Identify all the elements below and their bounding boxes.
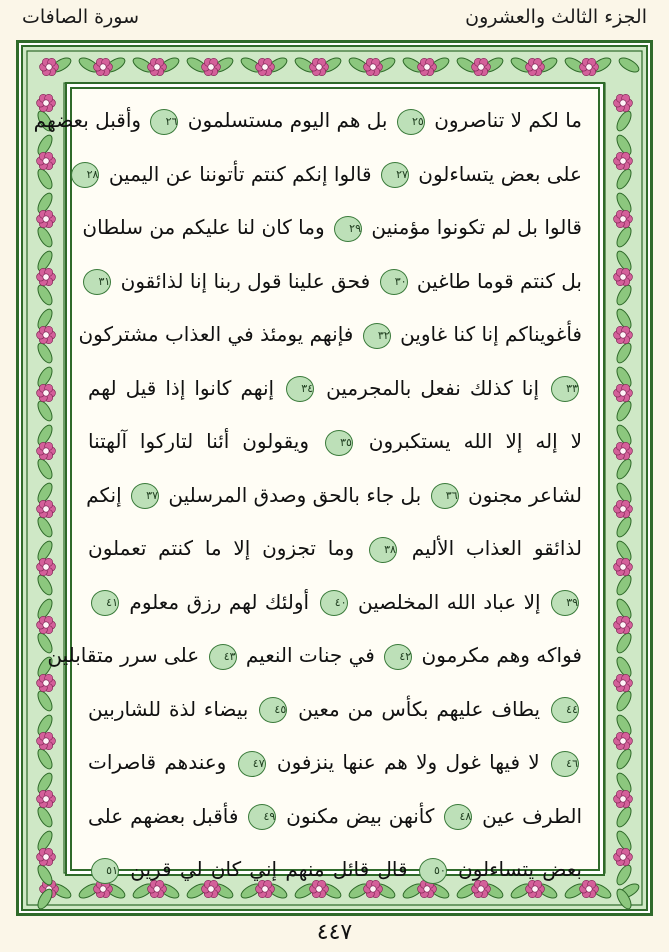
- leaf-ornament: [614, 167, 634, 191]
- verse-text: الطرف عين: [475, 803, 582, 828]
- flower-ornament: [614, 268, 633, 285]
- ayah-number-marker: ٤٠: [320, 590, 348, 616]
- verse-text: وما كان لنا عليكم من سلطان: [82, 215, 331, 239]
- verse-text: على سرر متقابلين: [47, 643, 206, 667]
- leaf-ornament: [35, 515, 55, 539]
- leaf-ornament: [35, 167, 55, 191]
- ayah-number-marker: ٤٤: [551, 697, 579, 723]
- verse-line: [88, 736, 582, 790]
- flower-ornament: [614, 616, 633, 633]
- flower-ornament: [256, 58, 275, 75]
- verse-text: إلا عباد الله المخلصين: [350, 589, 549, 614]
- quran-text: [33, 94, 582, 897]
- verse-line: [88, 255, 582, 309]
- verse-line: [88, 415, 582, 469]
- leaf-ornament: [614, 399, 634, 423]
- verse-text: فأقبل بعضهم على: [88, 803, 246, 828]
- verse-text: فواكه وهم مكرمون: [415, 643, 582, 667]
- leaf-ornament: [35, 863, 55, 887]
- ayah-number-marker: ٤٩: [248, 804, 276, 830]
- flower-ornament: [37, 384, 56, 401]
- flower-ornament: [37, 442, 56, 459]
- verse-line: [88, 148, 582, 202]
- leaf-ornament: [35, 573, 55, 597]
- flower-ornament: [37, 848, 56, 865]
- verse-line: [88, 843, 582, 897]
- flower-ornament: [614, 210, 633, 227]
- verse-line: [88, 790, 582, 844]
- flower-ornament: [37, 210, 56, 227]
- flower-ornament: [614, 326, 633, 343]
- leaf-ornament: [35, 689, 55, 713]
- flower-ornament: [364, 58, 383, 75]
- flower-ornament: [37, 790, 56, 807]
- ayah-number-marker: ٣٥: [325, 430, 353, 456]
- verse-text: إنهم كانوا إذا قيل لهم: [88, 375, 284, 400]
- leaf-ornament: [35, 225, 55, 249]
- leaf-ornament: [614, 631, 634, 655]
- flower-ornament: [418, 58, 437, 75]
- leaf-ornament: [614, 689, 634, 713]
- flower-ornament: [37, 268, 56, 285]
- flower-ornament: [580, 880, 599, 897]
- ayah-number-marker: ٤٣: [209, 644, 237, 670]
- ayah-number-marker: ٣١: [83, 269, 111, 295]
- surah-name: سورة الصافات: [22, 6, 139, 28]
- page-header: [0, 0, 669, 40]
- flower-ornament: [202, 58, 221, 75]
- flower-ornament: [94, 58, 113, 75]
- verse-text: وما تجزون إلا ما كنتم تعملون: [88, 536, 366, 560]
- ayah-number-marker: ٢٥: [397, 109, 425, 135]
- leaf-ornament: [614, 341, 634, 365]
- ayah-number-marker: ٣٣: [551, 376, 579, 402]
- verse-text: قال قائل منهم إني كان لي قرين: [122, 857, 416, 881]
- flower-ornament: [37, 558, 56, 575]
- verse-text: فأغويناكم إنا كنا غاوين: [393, 322, 582, 346]
- verse-text: لذائقو العذاب الأليم: [399, 536, 582, 560]
- verse-text: فحق علينا قول ربنا إنا لذائقون: [114, 268, 377, 293]
- leaf-ornament: [614, 747, 634, 771]
- verse-text: فإنهم يومئذ في العذاب مشتركون: [78, 322, 360, 346]
- flower-ornament: [614, 558, 633, 575]
- flower-ornament: [37, 500, 56, 517]
- flower-ornament: [37, 152, 56, 169]
- verse-text: قالوا بل لم تكونوا مؤمنين: [365, 215, 582, 239]
- verse-text: بيضاء لذة للشاربين: [88, 696, 257, 721]
- ayah-number-marker: ٤٨: [444, 804, 472, 830]
- leaf-ornament: [35, 805, 55, 829]
- leaf-ornament: [35, 747, 55, 771]
- verse-text: بعض يتساءلون: [449, 857, 582, 881]
- verse-text: في جنات النعيم: [239, 643, 382, 667]
- verse-text: أولئك لهم رزق معلوم: [122, 589, 317, 614]
- verse-line: [88, 576, 582, 630]
- flower-ornament: [614, 500, 633, 517]
- ayah-number-marker: ٢٩: [334, 216, 362, 242]
- verse-text: قالوا إنكم كنتم تأتوننا عن اليمين: [102, 161, 378, 186]
- ayah-number-marker: ٣٠: [380, 269, 408, 295]
- leaf-ornament: [614, 515, 634, 539]
- flower-ornament: [614, 94, 633, 111]
- leaf-ornament: [614, 283, 634, 307]
- verse-text: يطاف عليهم بكأس من معين: [290, 696, 548, 721]
- verse-text: لا إله إلا الله يستكبرون: [355, 429, 582, 453]
- flower-ornament: [580, 58, 599, 75]
- ayah-number-marker: ٤٦: [551, 751, 579, 777]
- verse-line: [47, 629, 582, 683]
- flower-ornament: [614, 674, 633, 691]
- verse-text: ما لكم لا تناصرون: [427, 108, 582, 132]
- ayah-number-marker: ٣٤: [286, 376, 314, 402]
- verse-text: بل كنتم قوما طاغين: [410, 268, 582, 293]
- ayah-number-marker: ٥٠: [419, 858, 447, 884]
- verse-text: بل جاء بالحق وصدق المرسلين: [162, 482, 428, 507]
- ayah-number-marker: ٤٧: [238, 751, 266, 777]
- ayah-number-marker: ٣٧: [131, 483, 159, 509]
- verse-text: كأنهن بيض مكنون: [279, 803, 442, 828]
- leaf-ornament: [35, 399, 55, 423]
- leaf-ornament: [35, 341, 55, 365]
- ayah-number-marker: ٥١: [91, 858, 119, 884]
- ayah-number-marker: ٣٩: [551, 590, 579, 616]
- verse-line: [78, 308, 582, 362]
- leaf-ornament: [614, 457, 634, 481]
- flower-ornament: [472, 58, 491, 75]
- verse-text: لا فيها غول ولا هم عنها ينزفون: [268, 750, 548, 774]
- ayah-number-marker: ٤١: [91, 590, 119, 616]
- ayah-number-marker: ٤٢: [384, 644, 412, 670]
- flower-ornament: [310, 58, 329, 75]
- ayah-number-marker: ٣٨: [369, 537, 397, 563]
- ayah-number-marker: ٢٧: [381, 162, 409, 188]
- ayah-number-marker: ٣٦: [431, 483, 459, 509]
- leaf-ornament: [35, 457, 55, 481]
- leaf-ornament: [35, 283, 55, 307]
- page-number: ٤٤٧: [316, 920, 353, 945]
- leaf-ornament: [614, 805, 634, 829]
- leaf-ornament: [35, 887, 55, 911]
- verse-text: وأقبل بعضهم: [33, 108, 148, 132]
- verse-line: [88, 469, 582, 523]
- flower-ornament: [614, 152, 633, 169]
- verse-text: بل هم اليوم مستسلمون: [181, 108, 394, 132]
- verse-line: [33, 94, 582, 148]
- flower-ornament: [37, 732, 56, 749]
- verse-text: لشاعر مجنون: [461, 482, 582, 507]
- verse-text: إنا كذلك نفعل بالمجرمين: [317, 375, 548, 400]
- flower-ornament: [614, 790, 633, 807]
- flower-ornament: [614, 442, 633, 459]
- verse-line: [88, 522, 582, 576]
- flower-ornament: [40, 58, 59, 75]
- leaf-ornament: [614, 863, 634, 887]
- verse-line: [82, 201, 582, 255]
- ayah-number-marker: ٣٢: [363, 323, 391, 349]
- leaf-ornament: [614, 573, 634, 597]
- verse-line: [88, 362, 582, 416]
- flower-ornament: [614, 732, 633, 749]
- flower-ornament: [526, 58, 545, 75]
- ayah-number-marker: ٤٥: [259, 697, 287, 723]
- flower-ornament: [614, 848, 633, 865]
- ayah-number-marker: ٢٦: [150, 109, 178, 135]
- flower-ornament: [614, 384, 633, 401]
- leaf-ornament: [614, 109, 634, 133]
- leaf-ornament: [617, 55, 641, 75]
- flower-ornament: [148, 58, 167, 75]
- verse-text: على بعض يتساءلون: [411, 161, 582, 186]
- verse-line: [88, 683, 582, 737]
- verse-text: وعندهم قاصرات: [88, 750, 235, 774]
- flower-ornament: [37, 326, 56, 343]
- verse-text: إنكم: [86, 482, 128, 507]
- juz-name: الجزء الثالث والعشرون: [465, 6, 647, 28]
- ayah-number-marker: ٢٨: [71, 162, 99, 188]
- verse-text: ويقولون أئنا لتاركوا آلهتنا: [88, 429, 322, 453]
- leaf-ornament: [614, 225, 634, 249]
